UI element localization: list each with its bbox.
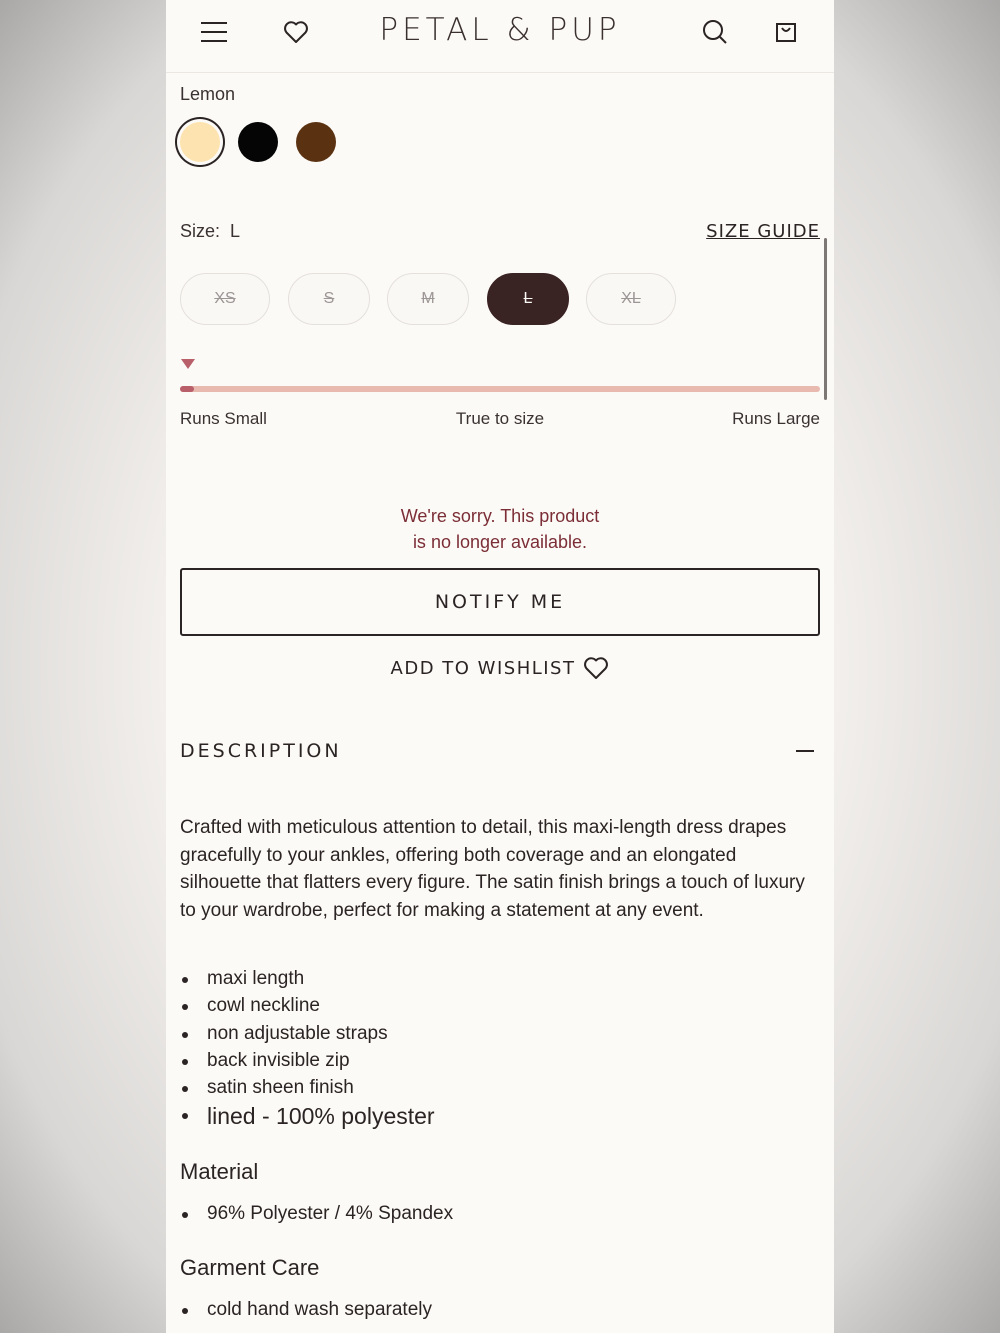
size-option-s[interactable]: S (288, 273, 370, 325)
fit-label-true: True to size (455, 409, 545, 428)
unavailable-line-1: We're sorry. This product (400, 506, 600, 526)
fit-label-large: Runs Large (732, 409, 820, 428)
list-item: cowl neckline (180, 992, 820, 1019)
size-option-m[interactable]: M (387, 273, 469, 325)
list-item: cold hand wash separately (180, 1296, 820, 1323)
description-text: Crafted with meticulous attention to detail, this maxi-length dress drapes gracefully to your ankles, offering both coverage and an elongated silhouette that flatters every figure. The satin finish brings a touch of luxury to your wardrobe, perfect for making a statement at any event. (180, 817, 805, 921)
product-page (166, 0, 834, 1333)
unavailable-line-2: is no longer available. (412, 532, 588, 552)
site-header (166, 0, 834, 73)
list-item: maxi length (180, 965, 820, 992)
add-to-wishlist-button[interactable] (166, 656, 834, 680)
material-bullets (180, 1200, 820, 1227)
size-guide-link[interactable]: SIZE GUIDE (706, 221, 820, 242)
size-option-xs[interactable]: XS (180, 273, 270, 325)
scrollbar[interactable] (824, 238, 827, 400)
add-to-wishlist-label: ADD TO WISHLIST (390, 657, 576, 679)
swatch-black[interactable] (238, 122, 278, 162)
list-item: 96% Polyester / 4% Spandex (180, 1200, 820, 1227)
fit-fill (180, 386, 194, 392)
size-label-text: Size: (180, 221, 221, 241)
size-option-l[interactable]: L (487, 273, 569, 325)
fit-marker (181, 359, 195, 369)
care-heading: Garment Care (180, 1255, 320, 1280)
notify-me-button[interactable]: NOTIFY ME (180, 568, 820, 636)
size-option-xl[interactable]: XL (586, 273, 676, 325)
list-item: back invisible zip (180, 1047, 820, 1074)
fit-label-small: Runs Small (180, 409, 267, 428)
list-item: lined - 100% polyester (180, 1101, 820, 1131)
material-heading: Material (180, 1159, 259, 1184)
heart-icon (583, 656, 609, 680)
care-bullets (180, 1296, 820, 1323)
color-name: Lemon (180, 84, 236, 104)
search-icon[interactable] (699, 16, 731, 48)
minus-icon[interactable] (796, 750, 814, 752)
swatch-lemon[interactable] (180, 122, 220, 162)
bag-icon[interactable] (770, 16, 802, 48)
description-heading[interactable]: DESCRIPTION (180, 740, 342, 762)
brand-logo[interactable]: PETAL & PUP (379, 12, 621, 48)
list-item: satin sheen finish (180, 1074, 820, 1101)
swatch-brown[interactable] (296, 122, 336, 162)
unavailable-message (166, 503, 834, 555)
list-item: non adjustable straps (180, 1020, 820, 1047)
description-bullets (180, 965, 820, 1131)
size-selected-value: L (230, 221, 241, 241)
size-label (180, 221, 240, 242)
fit-scale (180, 386, 820, 392)
